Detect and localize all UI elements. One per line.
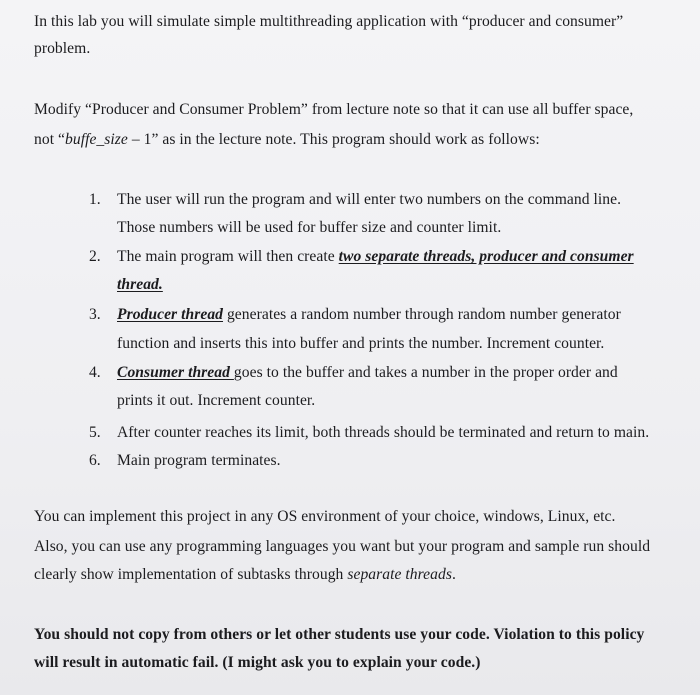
producer-thread-term: Producer thread [117, 306, 224, 323]
modify-text-a: not “ [34, 131, 65, 148]
step-2-emphasis-cont: thread. [117, 276, 163, 293]
implement-text-c: . [451, 566, 456, 583]
step-4-line-2: prints it out. Increment counter. [117, 392, 316, 409]
step-2-line-1 [117, 247, 634, 267]
step-4-number: 4. [89, 364, 101, 381]
step-5-number: 5. [89, 424, 101, 441]
intro-line-2: problem. [34, 40, 91, 57]
policy-line-1: You should not copy from others or let other students use your code. Violation to this policy [34, 626, 645, 643]
modify-line-2 [34, 130, 540, 150]
policy-line-2: will result in automatic fail. (I might ask you to explain your code.) [34, 654, 481, 671]
step-6-number: 6. [89, 452, 101, 469]
implement-line-1: You can implement this project in any OS environment of your choice, windows, Linux, etc. [34, 508, 616, 525]
step-2-line-2 [117, 275, 163, 295]
modify-text-b: – 1” as in the lecture note. This program should work as follows: [127, 131, 540, 148]
step-1-line-1: The user will run the program and will enter two numbers on the command line. [117, 191, 622, 208]
step-4-line-1 [117, 363, 618, 383]
step-3-line-2: function and inserts this into buffer and prints the number. Increment counter. [117, 335, 605, 352]
intro-line-1: In this lab you will simulate simple multithreading application with “producer and consumer” [34, 13, 624, 30]
step-5-line-1: After counter reaches its limit, both threads should be terminated and return to main. [117, 424, 650, 441]
step-1-line-2: Those numbers will be used for buffer size and counter limit. [117, 219, 502, 236]
modify-line-1: Modify “Producer and Consumer Problem” from lecture note so that it can use all buffer space, [34, 101, 634, 118]
step-3-number: 3. [89, 306, 101, 323]
implement-text-b: mplementation of subtasks through [122, 566, 348, 583]
step-2-text: The main program will then create [117, 248, 339, 265]
separate-threads-term: separate threads [347, 566, 452, 583]
step-3-line-1 [117, 305, 621, 325]
step-1-number: 1. [89, 191, 101, 208]
step-2-number: 2. [89, 248, 101, 265]
consumer-thread-term: Consumer thread [117, 364, 234, 381]
implement-text-a: clearly show i [34, 566, 123, 583]
step-6-line-1: Main program terminates. [117, 452, 281, 469]
step-3-text: generates a random number through random number generator [223, 306, 621, 323]
step-4-text: goes to the buffer and takes a number in the proper order and [233, 364, 618, 381]
buffer-size-term: buffe_size [65, 131, 128, 148]
step-2-emphasis: two separate threads, producer and consumer [338, 248, 634, 265]
implement-line-3 [34, 565, 456, 585]
implement-line-2: Also, you can use any programming languages you want but your program and sample run should [34, 538, 651, 555]
